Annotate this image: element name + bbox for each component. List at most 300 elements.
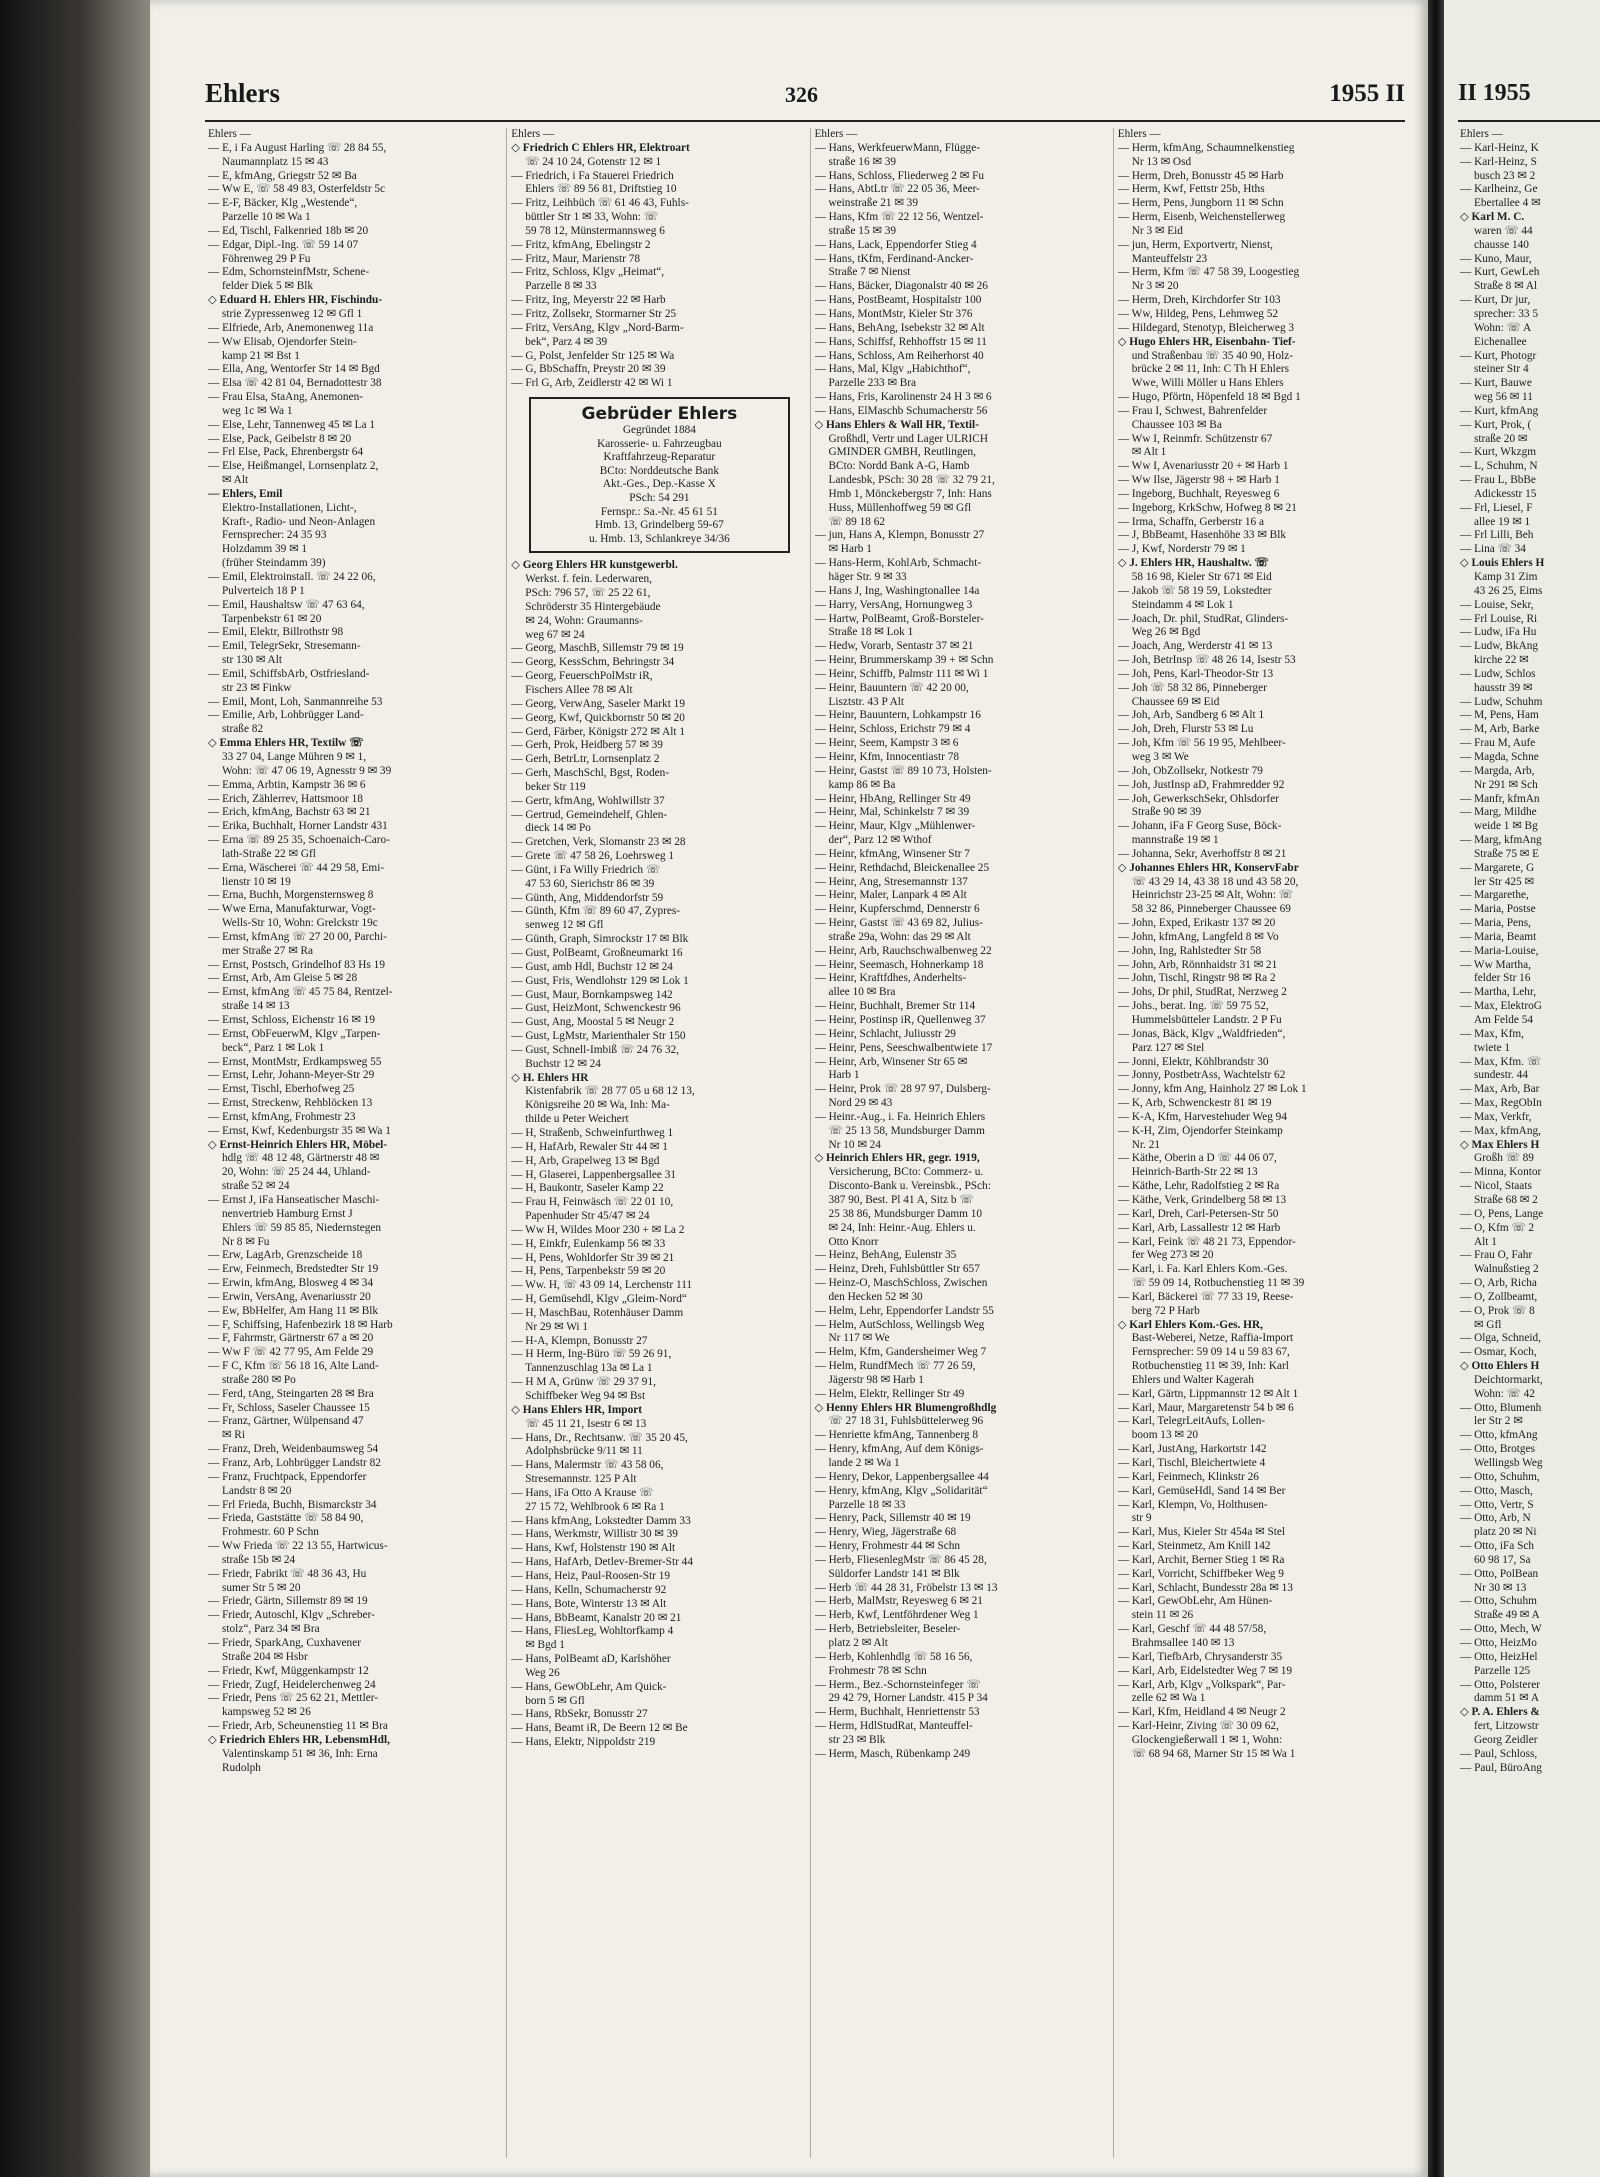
entry-line: — Ernst, kfmAng ☏ 45 75 84, Rentzel-: [208, 986, 393, 999]
entry-line: — Hartw, PolBeamt, Groß-Borsteler-: [814, 612, 984, 625]
entry-line: — Hans, BehAng, Isebekstr 32 ✉ Alt: [814, 321, 985, 334]
entry-line: ✉ Alt: [222, 474, 249, 487]
entry-line: — Johs., berat. Ing. ☏ 59 75 52,: [1117, 1000, 1269, 1013]
entry-line: — L, Schuhm, N: [1460, 460, 1538, 473]
entry-line: — Ingeborg, Buchhalt, Reyesweg 6: [1117, 487, 1280, 500]
entry-line: Nr 30 ✉ 13: [1474, 1581, 1527, 1594]
entry-line: Wells-Str 10, Wohn: Grelckstr 19c: [222, 917, 378, 930]
entry-line: — E-F, Bäcker, Klg „Westende“,: [208, 197, 358, 210]
entry-line: Nr 117 ✉ We: [828, 1332, 890, 1345]
entry-line: — Ingeborg, KrkSchw, Hofweg 8 ✉ 21: [1117, 501, 1297, 514]
entry-line: ◇ Karl M. C.: [1460, 211, 1525, 224]
entry-line: — Henry, Pack, Sillemstr 40 ✉ 19: [814, 1512, 971, 1525]
entry-line: — Ella, Ang, Wentorfer Str 14 ✉ Bgd: [208, 363, 380, 376]
entry-line: Parzelle 18 ✉ 33: [828, 1498, 906, 1511]
entry-line: — Friedr, SparkAng, Cuxhavener: [208, 1636, 361, 1649]
entry-line: — Frau L, BbBe: [1460, 474, 1536, 487]
entry-line: ◇ J. Ehlers HR, Haushaltw. ☏: [1117, 557, 1269, 570]
entry-line: — Hans, PolBeamt aD, Karlshöher: [511, 1653, 671, 1666]
entry-line: — Karl, Gärtn, Lippmannstr 12 ✉ Alt 1: [1117, 1387, 1299, 1400]
entry-line: — K, Arb, Schwenckestr 81 ✉ 19: [1117, 1097, 1272, 1110]
entry-line: Straße 204 ✉ Hsbr: [222, 1650, 308, 1663]
entry-line: Ehlers —: [511, 128, 555, 140]
entry-line: — Karl, i. Fa. Karl Ehlers Kom.-Ges.: [1117, 1263, 1288, 1276]
entry-line: — Joh, GewerkschSekr, Ohlsdorfer: [1117, 792, 1279, 805]
entry-line: Frohmestr 78 ✉ Schn: [828, 1664, 927, 1677]
entry-line: — Erwin, kfmAng, Blosweg 4 ✉ 34: [208, 1277, 374, 1290]
entry-line: ◇ Karl Ehlers Kom.-Ges. HR,: [1117, 1318, 1263, 1331]
entry-line: BCto: Nordd Bank A-G, Hamb: [828, 460, 970, 473]
entry-line: ☏ 24 10 24, Gotenstr 12 ✉ 1: [525, 155, 662, 168]
entry-line: lienstr 10 ✉ 19: [222, 875, 291, 888]
entry-line: — Frau I, Schwest, Bahrenfelder: [1117, 404, 1268, 417]
entry-line: — E, kfmAng, Griegstr 52 ✉ Ba: [208, 169, 357, 182]
entry-line: — Frl, Liesel, F: [1460, 501, 1533, 514]
entry-line: — Hans, Schloss, Am Reiherhorst 40: [814, 349, 984, 362]
entry-line: — Fritz, Zollsekr, Stormarner Str 25: [511, 307, 677, 320]
entry-line: — Ernst, Lehr, Johann-Meyer-Str 29: [208, 1069, 375, 1082]
entry-line: — O, Zollbeamt,: [1460, 1290, 1538, 1303]
entry-line: Alt 1: [1474, 1235, 1497, 1248]
entry-line: — Franz, Fruchtpack, Eppendorfer: [208, 1470, 367, 1483]
entry-line: Rudolph: [222, 1761, 261, 1774]
entry-line: — Erich, kfmAng, Bachstr 63 ✉ 21: [208, 806, 371, 819]
entry-line: 60 98 17, Sa: [1474, 1553, 1531, 1566]
columns: [208, 128, 1408, 2158]
entry-line: — Frl Frieda, Buchh, Bismarckstr 34: [208, 1498, 377, 1511]
entry-line: damm 51 ✉ A: [1474, 1692, 1540, 1705]
entry-line: — Hans, Bäcker, Diagonalstr 40 ✉ 26: [814, 280, 988, 293]
facing-page-column: [1460, 128, 1600, 2158]
entry-line: Ehlers —: [1117, 128, 1161, 140]
entry-line: — Otto, PolBean: [1460, 1567, 1539, 1580]
entry-line: ☏ 25 13 58, Mundsburger Damm: [828, 1124, 985, 1137]
entry-line: — Margarethe,: [1460, 889, 1529, 902]
entry-line: weinstraße 21 ✉ 39: [828, 197, 918, 210]
column-2-top: [511, 128, 801, 391]
entry-line: straße 29a, Wohn: das 29 ✉ Alt: [828, 930, 971, 943]
entry-line: ◇ Heinrich Ehlers HR, gegr. 1919,: [814, 1152, 980, 1165]
entry-line: hdlg ☏ 48 12 48, Gärtnerstr 48 ✉: [222, 1152, 380, 1165]
entry-line: — Marg, kfmAng: [1460, 834, 1542, 847]
entry-line: ◇ Max Ehlers H: [1460, 1138, 1540, 1151]
entry-line: — Karl, Maur, Margaretenstr 54 b ✉ 6: [1117, 1401, 1294, 1414]
entry-line: Nr 3 ✉ 20: [1131, 280, 1179, 293]
entry-line: Ehlers ☏ 89 56 81, Driftstieg 10: [525, 183, 677, 196]
entry-line: — Gertrud, Gemeindehelf, Ghlen-: [511, 808, 668, 821]
entry-line: — Otto, Schuhm: [1460, 1595, 1537, 1608]
entry-line: — Ed, Tischl, Falkenried 18b ✉ 20: [208, 224, 369, 237]
entry-line: — Herm, HdlStudRat, Manteuffel-: [814, 1720, 973, 1733]
entry-line: — Heinr, Brummerskamp 39 + ✉ Schn: [814, 654, 994, 667]
entry-line: — Ludw, iFa Hu: [1460, 626, 1537, 639]
entry-line: — Emil, Mont, Loh, Sanmannreihe 53: [208, 695, 383, 708]
entry-line: — Karl, Feink ☏ 48 21 73, Eppendor-: [1117, 1235, 1296, 1248]
entry-line: ☏ 68 94 68, Marner Str 15 ✉ Wa 1: [1131, 1747, 1296, 1760]
entry-line: — Margarete, G: [1460, 861, 1535, 874]
entry-line: — Ernst, Kwf, Kedenburgstr 35 ✉ Wa 1: [208, 1124, 391, 1137]
entry-line: — K-H, Zim, Öjendorfer Steinkamp: [1117, 1124, 1283, 1137]
entry-line: ◇ Emma Ehlers HR, Textilw ☏: [208, 737, 364, 750]
entry-line: Großhdl, Vertr und Lager ULRICH: [828, 432, 988, 445]
entry-line: den Hecken 52 ✉ 30: [828, 1290, 923, 1303]
entry-line: Ehlers und Walter Kagerah: [1131, 1373, 1254, 1386]
entry-line: — M, Arb, Barke: [1460, 723, 1540, 736]
entry-line: — Erna, Wäscherei ☏ 44 29 58, Emi-: [208, 861, 385, 874]
entry-line: Valentinskamp 51 ✉ 36, Inh: Erna: [222, 1747, 378, 1760]
entry-line: — Ernst, Arb, Am Gleise 5 ✉ 28: [208, 972, 358, 985]
entry-line: — O, Arb, Richa: [1460, 1277, 1537, 1290]
entry-line: — Fritz, Maur, Marienstr 78: [511, 252, 641, 265]
entry-line: Am Felde 54: [1474, 1014, 1533, 1026]
entry-line: allee 19 ✉ 1: [1474, 515, 1531, 528]
entry-line: — Erna ☏ 89 25 35, Schoenaich-Caro-: [208, 834, 390, 847]
entry-line: — Joh ☏ 58 32 86, Pinneberger: [1117, 681, 1267, 694]
entry-line: — Maria, Pens,: [1460, 917, 1531, 930]
entry-line: ◇ Hans Ehlers & Wall HR, Textil-: [814, 418, 979, 431]
entry-line: — Margda, Arb,: [1460, 764, 1535, 777]
entry-line: Nord 29 ✉ 43: [828, 1097, 893, 1110]
entry-line: Parzelle 10 ✉ Wa 1: [222, 211, 311, 224]
entry-line: — Hans, Schiffsf, Rehhoffstr 15 ✉ 11: [814, 335, 987, 348]
entry-line: — Otto, Mech, W: [1460, 1623, 1542, 1636]
entry-line: — Heinr, Schiffb, Palmstr 111 ✉ Wi 1: [814, 667, 989, 680]
entry-line: — Minna, Kontor: [1460, 1166, 1542, 1179]
entry-line: — Maria, Postse: [1460, 903, 1536, 916]
entry-line: Wohn: ☏ 47 06 19, Agnesstr 9 ✉ 39: [222, 764, 392, 777]
entry-line: Bast-Weberei, Netze, Raffia-Import: [1131, 1332, 1294, 1345]
entry-line: — Käthe, Lehr, Radolfstieg 2 ✉ Ra: [1117, 1180, 1280, 1193]
entry-line: — Hans, RbSekr, Bonusstr 27: [511, 1708, 648, 1721]
entry-line: — Kurt, Photogr: [1460, 349, 1537, 362]
entry-line: — Franz, Dreh, Weidenbaumsweg 54: [208, 1443, 379, 1456]
entry-line: — Herm, Dreh, Kirchdorfer Str 103: [1117, 294, 1281, 307]
entry-line: Chaussee 69 ✉ Eid: [1131, 695, 1220, 708]
entry-line: — Kurt, GewLeh: [1460, 266, 1540, 279]
entry-line: ✉ Bgd 1: [525, 1639, 565, 1652]
entry-line: — Heinr, Bauuntern, Lohkampstr 16: [814, 709, 981, 722]
entry-line: — Irma, Schaffn, Gerberstr 16 a: [1117, 515, 1265, 528]
entry-line: — H Herm, Ing-Büro ☏ 59 26 91,: [511, 1348, 672, 1361]
entry-line: Landstr 8 ✉ 20: [222, 1484, 292, 1497]
entry-line: — Heinr, Maur, Klgv „Mühlenwer-: [814, 820, 976, 833]
entry-line: — Ernst J, iFa Hanseatischer Maschi-: [208, 1193, 380, 1206]
entry-line: — Georg, FeuerschPolMstr iR,: [511, 670, 653, 683]
entry-line: — Georg, KessSchm, Behringstr 34: [511, 656, 675, 669]
entry-line: — Frieda, Gaststätte ☏ 58 84 90,: [208, 1512, 364, 1525]
entry-line: — Karl, GewObLehr, Am Hünen-: [1117, 1595, 1273, 1608]
entry-line: — H, HafArb, Rewaler Str 44 ✉ 1: [511, 1140, 668, 1153]
entry-line: ✉ Ri: [222, 1429, 245, 1442]
entry-line: str 9: [1131, 1512, 1152, 1525]
entry-line: weg 67 ✉ 24: [525, 628, 585, 641]
entry-line: Frohmestr. 60 P Schn: [222, 1526, 319, 1539]
entry-line: — H-A, Klempn, Bonusstr 27: [511, 1334, 648, 1347]
column-3: [810, 128, 1105, 2158]
entry-line: Elektro-Installationen, Licht-,: [222, 501, 357, 514]
entry-line: — Frau Elsa, StaAng, Anemonen-: [208, 391, 363, 404]
entry-line: — Karl, JustAng, Harkortstr 142: [1117, 1443, 1267, 1456]
entry-line: Süldorfer Landstr 141 ✉ Blk: [828, 1567, 960, 1580]
entry-line: und Straßenbau ☏ 35 40 90, Holz-: [1131, 349, 1294, 362]
entry-line: — H M A, Grünw ☏ 29 37 91,: [511, 1376, 656, 1389]
entry-line: — Frl Louise, Ri: [1460, 612, 1538, 625]
entry-line: — Martha, Lehr,: [1460, 986, 1537, 999]
entry-line: felder Diek 5 ✉ Blk: [222, 280, 314, 293]
entry-line: — Johs, Dr phil, StudRat, Nerzweg 2: [1117, 986, 1287, 999]
entry-line: — Otto, HeizHel: [1460, 1650, 1538, 1663]
advert-line: PSch: 54 291: [629, 492, 690, 504]
entry-line: straße 14 ✉ 13: [222, 1000, 290, 1013]
entry-line: — Else, Pack, Geibelstr 8 ✉ 20: [208, 432, 352, 445]
header-name: Ehlers: [205, 78, 281, 108]
entry-line: nenvertrieb Hamburg Ernst J: [222, 1207, 353, 1220]
entry-line: — Karl-Heinz, K: [1460, 141, 1539, 154]
entry-line: — Wwe Erna, Manufakturwar, Vogt-: [208, 903, 376, 916]
entry-line: — Heinr, Maler, Lanpark 4 ✉ Alt: [814, 889, 967, 902]
facing-page: [1444, 0, 1600, 2177]
entry-line: — Marg, Mildhe: [1460, 806, 1537, 819]
entry-line: — Helm, RundfMech ☏ 77 26 59,: [814, 1360, 976, 1373]
entry-line: — Frl Lilli, Beh: [1460, 529, 1534, 542]
entry-line: — Otto, HeizMo: [1460, 1636, 1537, 1649]
entry-line: — Grete ☏ 47 58 26, Loehrsweg 1: [511, 850, 675, 863]
entry-line: — Heinr, Bauuntern ☏ 42 20 00,: [814, 681, 969, 694]
entry-line: — Herb, Kwf, Lentföhrdener Weg 1: [814, 1609, 979, 1622]
entry-line: — Joh, BetrInsp ☏ 48 26 14, Isestr 53: [1117, 654, 1296, 667]
entry-line: — Jonas, Bäck, Klgv „Waldfrieden“,: [1117, 1027, 1286, 1040]
entry-line: — Hans, HafArb, Detlev-Bremer-Str 44: [511, 1556, 693, 1569]
entry-line: — Hans, Elektr, Nippoldstr 219: [511, 1736, 656, 1749]
entry-line: — Erw, LagArb, Grenzscheide 18: [208, 1249, 363, 1262]
entry-line: — Hans, Kwf, Holstenstr 190 ✉ Alt: [511, 1542, 676, 1555]
entry-line: Straße 49 ✉ A: [1474, 1609, 1540, 1622]
entry-line: lande 2 ✉ Wa 1: [828, 1457, 900, 1469]
entry-line: dieck 14 ✉ Po: [525, 822, 591, 835]
entry-line: — Kurt, Prok, (: [1460, 418, 1532, 431]
entry-line: — Ww E, ☏ 58 49 83, Osterfeldstr 5c: [208, 183, 386, 196]
entry-line: stein 11 ✉ 26: [1131, 1609, 1194, 1622]
entry-line: — Max, Kfm. ☏: [1460, 1055, 1541, 1068]
entry-line: — Friedr, Arb, Scheunenstieg 11 ✉ Bra: [208, 1720, 388, 1733]
entry-line: — Karl, Mus, Kieler Str 454a ✉ Stel: [1117, 1526, 1286, 1539]
entry-line: ☏ 89 18 62: [828, 515, 885, 528]
entry-line: — Hans, Dr., Rechtsanw. ☏ 35 20 45,: [511, 1431, 688, 1444]
entry-line: — Otto, Polsterer: [1460, 1678, 1541, 1691]
entry-line: — John, Tischl, Ringstr 98 ✉ Ra 2: [1117, 972, 1276, 985]
entry-line: — Helm, Elektr, Rellinger Str 49: [814, 1387, 965, 1400]
entry-line: — Otto, Masch,: [1460, 1484, 1533, 1497]
entry-line: — Ew, BbHelfer, Am Hang 11 ✉ Blk: [208, 1304, 379, 1317]
entry-line: — Ferd, tAng, Steingarten 28 ✉ Bra: [208, 1387, 374, 1400]
entry-line: Walnußstieg 2: [1474, 1263, 1539, 1276]
entry-line: — Elsa ☏ 42 81 04, Bernadottestr 38: [208, 377, 382, 390]
entry-line: — Emil, Elektr, Billrothstr 98: [208, 626, 344, 639]
entry-line: Wohn: ☏ A: [1474, 321, 1532, 334]
entry-line: ✉ Harb 1: [828, 543, 872, 556]
entry-line: str 23 ✉ Blk: [828, 1733, 886, 1746]
entry-line: — Osmar, Koch,: [1460, 1346, 1537, 1359]
entry-line: — Heinr, Arb, Winsener Str 65 ✉: [814, 1055, 968, 1068]
entry-line: — Karl, Geschf ☏ 44 48 57/58,: [1117, 1623, 1267, 1636]
entry-line: — Heinr, Buchhalt, Bremer Str 114: [814, 1000, 976, 1013]
entry-line: — Hans, tKfm, Ferdinand-Ancker-: [814, 252, 974, 265]
entry-line: ◇ Louis Ehlers H: [1460, 557, 1545, 570]
entry-line: ◇ Johannes Ehlers HR, KonservFabr: [1117, 861, 1299, 874]
entry-line: platz 2 ✉ Alt: [828, 1636, 888, 1649]
entry-line: Nr. 21: [1131, 1138, 1160, 1151]
entry-line: — Friedr, Gärtn, Sillemstr 89 ✉ 19: [208, 1595, 368, 1608]
entry-line: — Henry, Wieg, Jägerstraße 68: [814, 1526, 957, 1539]
entry-line: — Heinr, Seemasch, Hohnerkamp 18: [814, 958, 984, 971]
entry-line: Wohn: ☏ 42: [1474, 1387, 1535, 1400]
entry-line: — H, MaschBau, Rotenhäuser Damm: [511, 1306, 684, 1319]
entry-line: Schröderstr 35 Hintergebäude: [525, 600, 661, 613]
entry-line: — Emil, TelegrSekr, Stresemann-: [208, 640, 361, 653]
entry-line: — Günth, Graph, Simrockstr 17 ✉ Blk: [511, 933, 689, 946]
entry-line: Glockengießerwall 1 ✉ 1, Wohn:: [1131, 1733, 1283, 1746]
entry-line: — Gust, HeizMont, Schwenckestr 96: [511, 1002, 681, 1015]
entry-line: — Ernst, Streckenw, Rehblöcken 13: [208, 1097, 373, 1110]
entry-line: — John, kfmAng, Langfeld 8 ✉ Vo: [1117, 930, 1279, 943]
entry-line: — Ww Ilse, Jägerstr 98 + ✉ Harb 1: [1117, 474, 1280, 487]
entry-line: — Hans, Schloss, Fliederweg 2 ✉ Fu: [814, 169, 984, 182]
entry-line: — Herb ☏ 44 28 31, Fröbelstr 13 ✉ 13: [814, 1581, 998, 1594]
entry-line: ◇ H. Ehlers HR: [511, 1071, 589, 1084]
advert-line: BCto: Norddeutsche Bank: [599, 464, 719, 477]
entry-line: — Herm, Masch, Rübenkamp 249: [814, 1747, 971, 1760]
entry-line: — Heinr, HbAng, Rellinger Str 49: [814, 792, 971, 805]
entry-line: — Ernst, Postsch, Grindelhof 83 Hs 19: [208, 958, 385, 971]
entry-line: — F, Fahrmstr, Gärtnerstr 67 a ✉ 20: [208, 1332, 374, 1345]
entry-line: — Herm, Kfm ☏ 47 58 39, Loogestieg: [1117, 266, 1300, 279]
entry-line: — Heinr, kfmAng, Winsener Str 7: [814, 847, 970, 860]
entry-line: — H, Straßenb, Schweinfurthweg 1: [511, 1126, 674, 1139]
entry-line: Tarpenbekstr 61 ✉ 20: [222, 612, 322, 625]
book-gutter: [1428, 0, 1444, 2177]
entry-line: — Karl, Arb, Lassallestr 12 ✉ Harb: [1117, 1221, 1281, 1234]
entry-line: stolz“, Parz 34 ✉ Bra: [222, 1623, 320, 1636]
entry-line: — Joh, JustInsp aD, Frahmredder 92: [1117, 778, 1285, 791]
entry-line: — Heinr, Kraftfdhes, Anderhelts-: [814, 972, 967, 985]
entry-line: Adolphsbrücke 9/11 ✉ 11: [525, 1445, 643, 1458]
entry-line: — Hans, Beamt iR, De Beern 12 ✉ Be: [511, 1722, 688, 1735]
entry-line: — Hans, iFa Otto A Krause ☏: [511, 1486, 654, 1499]
entry-line: Hummelsbütteler Landstr. 2 P Fu: [1131, 1014, 1282, 1026]
entry-line: — H, Pens, Wohldorfer Str 39 ✉ 21: [511, 1251, 675, 1264]
entry-line: fer Weg 273 ✉ 20: [1131, 1249, 1214, 1262]
entry-line: — Ernst, kfmAng, Frohmestr 23: [208, 1110, 356, 1123]
entry-line: — Karl, Schlacht, Bundesstr 28a ✉ 13: [1117, 1581, 1293, 1594]
entry-line: ◇ Ernst-Heinrich Ehlers HR, Möbel-: [208, 1138, 388, 1151]
entry-line: — Friedr, Kwf, Müggenkampstr 12: [208, 1664, 369, 1677]
entry-line: Fernsprecher: 59 09 14 u 59 83 67,: [1131, 1346, 1290, 1359]
entry-line: Straße 90 ✉ 39: [1131, 806, 1202, 819]
entry-line: — Karl, Bäckerei ☏ 77 33 19, Reese-: [1117, 1290, 1294, 1303]
entry-line: 47 53 60, Sierichstr 86 ✉ 39: [525, 877, 655, 890]
entry-line: Wellingsb Weg: [1474, 1457, 1543, 1469]
entry-line: — Johanna, Sekr, Averhoffstr 8 ✉ 21: [1117, 847, 1287, 860]
entry-line: straße 15 ✉ 39: [828, 224, 897, 237]
entry-line: — Frl G, Arb, Zeidlerstr 42 ✉ Wi 1: [511, 377, 673, 390]
entry-line: Parzelle 8 ✉ 33: [525, 280, 597, 293]
entry-line: zelle 62 ✉ Wa 1: [1131, 1692, 1206, 1705]
entry-line: — Nicol, Staats: [1460, 1180, 1532, 1193]
entry-line: — Joach, Dr. phil, StudRat, Glinders-: [1117, 612, 1289, 625]
entry-line: — Ww F ☏ 42 77 95, Am Felde 29: [208, 1346, 374, 1359]
entry-line: — Henry, Dekor, Lappenbergsallee 44: [814, 1470, 989, 1483]
entry-line: straße 82: [222, 723, 264, 736]
page-header: [205, 78, 1405, 118]
entry-line: — Hans, BbBeamt, Kanalstr 20 ✉ 21: [511, 1611, 682, 1624]
entry-line: — Hans, AbtLtr ☏ 22 05 36, Meer-: [814, 183, 980, 196]
entry-line: — Ww H, Wildes Moor 230 + ✉ La 2: [511, 1223, 685, 1236]
entry-line: — Gust, Schnell-Imbiß ☏ 24 76 32,: [511, 1043, 680, 1056]
entry-line: Chaussee 103 ✉ Ba: [1131, 418, 1222, 431]
entry-line: — Kurt, Dr jur,: [1460, 294, 1531, 307]
entry-line: — Franz, Gärtner, Wülpensand 47: [208, 1415, 364, 1428]
entry-line: 20, Wohn: ☏ 25 24 44, Uhland-: [222, 1166, 371, 1179]
entry-line: — Heinr, Kupferschmd, Dennerstr 6: [814, 903, 980, 916]
entry-line: Kamp 31 Zim: [1474, 571, 1538, 583]
entry-line: — John, Exped, Erikastr 137 ✉ 20: [1117, 917, 1276, 930]
entry-line: — Max, RegObIn: [1460, 1097, 1542, 1110]
header-rule: [205, 120, 1405, 122]
entry-line: — Emil, SchiffsbArb, Ostfriesland-: [208, 667, 370, 680]
entry-line: sundestr. 44: [1474, 1069, 1528, 1082]
entry-line: — Joh, Kfm ☏ 56 19 95, Mehlbeer-: [1117, 737, 1286, 750]
entry-line: — Herm, Buchhalt, Henriettenstr 53: [814, 1706, 980, 1719]
entry-line: — Edm, SchornsteinfMstr, Schene-: [208, 266, 370, 279]
entry-line: — Max, Verkfr,: [1460, 1110, 1532, 1123]
entry-line: — Frl Else, Pack, Ehrenbergstr 64: [208, 446, 364, 459]
entry-line: — Heinr, Schlacht, Juliusstr 29: [814, 1027, 956, 1040]
advert-line: Kraftfahrzeug-Reparatur: [603, 451, 716, 464]
entry-line: — Jonny, kfm Ang, Hainholz 27 ✉ Lok 1: [1117, 1083, 1307, 1096]
entry-line: Deichtormarkt,: [1474, 1373, 1543, 1386]
entry-line: — Ernst, kfmAng ☏ 27 20 00, Parchi-: [208, 930, 387, 943]
entry-line: ler Str 2 ✉: [1474, 1415, 1523, 1428]
advert-box: [529, 397, 789, 553]
entry-line: — G, BbSchaffn, Preystr 20 ✉ 39: [511, 363, 666, 376]
entry-line: ✉ Alt 1: [1131, 446, 1167, 459]
entry-line: — Gretchen, Verk, Slomanstr 23 ✉ 28: [511, 836, 686, 849]
entry-line: — Franz, Arb, Lohbrügger Landstr 82: [208, 1457, 381, 1469]
entry-line: — Karl, Arb, Klgv „Volkspark“, Par-: [1117, 1678, 1286, 1691]
advert-line: Karosserie- u. Fahrzeugbau: [597, 437, 722, 450]
entry-line: — Joh, Arb, Sandberg 6 ✉ Alt 1: [1117, 709, 1265, 722]
entry-line: — Gust, amb Hdl, Buchstr 12 ✉ 24: [511, 960, 673, 973]
entry-line: — Karl, TelegrLeitAufs, Lollen-: [1117, 1415, 1266, 1428]
entry-line: ◇ P. A. Ehlers &: [1460, 1706, 1540, 1719]
scan-edge: [0, 0, 150, 2177]
entry-line: — Karl, Klempn, Vo, Holthusen-: [1117, 1498, 1268, 1511]
entry-line: — Ww I, Avenariusstr 20 + ✉ Harb 1: [1117, 460, 1289, 473]
entry-line: str 23 ✉ Finkw: [222, 681, 292, 694]
entry-line: — Ludw, Schlos: [1460, 667, 1536, 680]
entry-line: — Hans, Mal, Klgv „Habichthof“,: [814, 363, 971, 376]
entry-line: — Heinz, BehAng, Eulenstr 35: [814, 1249, 957, 1262]
entry-line: Nr 13 ✉ Osd: [1131, 155, 1192, 168]
entry-line: — Karl-Heinr, Ziving ☏ 30 09 62,: [1117, 1720, 1279, 1733]
entry-line: bek“, Parz 4 ✉ 39: [525, 335, 608, 348]
entry-line: — Heinr, Rethdachd, Bleickenallee 25: [814, 861, 990, 874]
entry-line: 29 42 79, Horner Landstr. 415 P 34: [828, 1692, 988, 1705]
entry-line: Ehlers —: [814, 128, 858, 140]
entry-line: Weg 26: [525, 1666, 560, 1679]
entry-line: — Else, Lehr, Tannenweg 45 ✉ La 1: [208, 418, 376, 431]
entry-line: — Harry, VersAng, Hornungweg 3: [814, 598, 973, 611]
